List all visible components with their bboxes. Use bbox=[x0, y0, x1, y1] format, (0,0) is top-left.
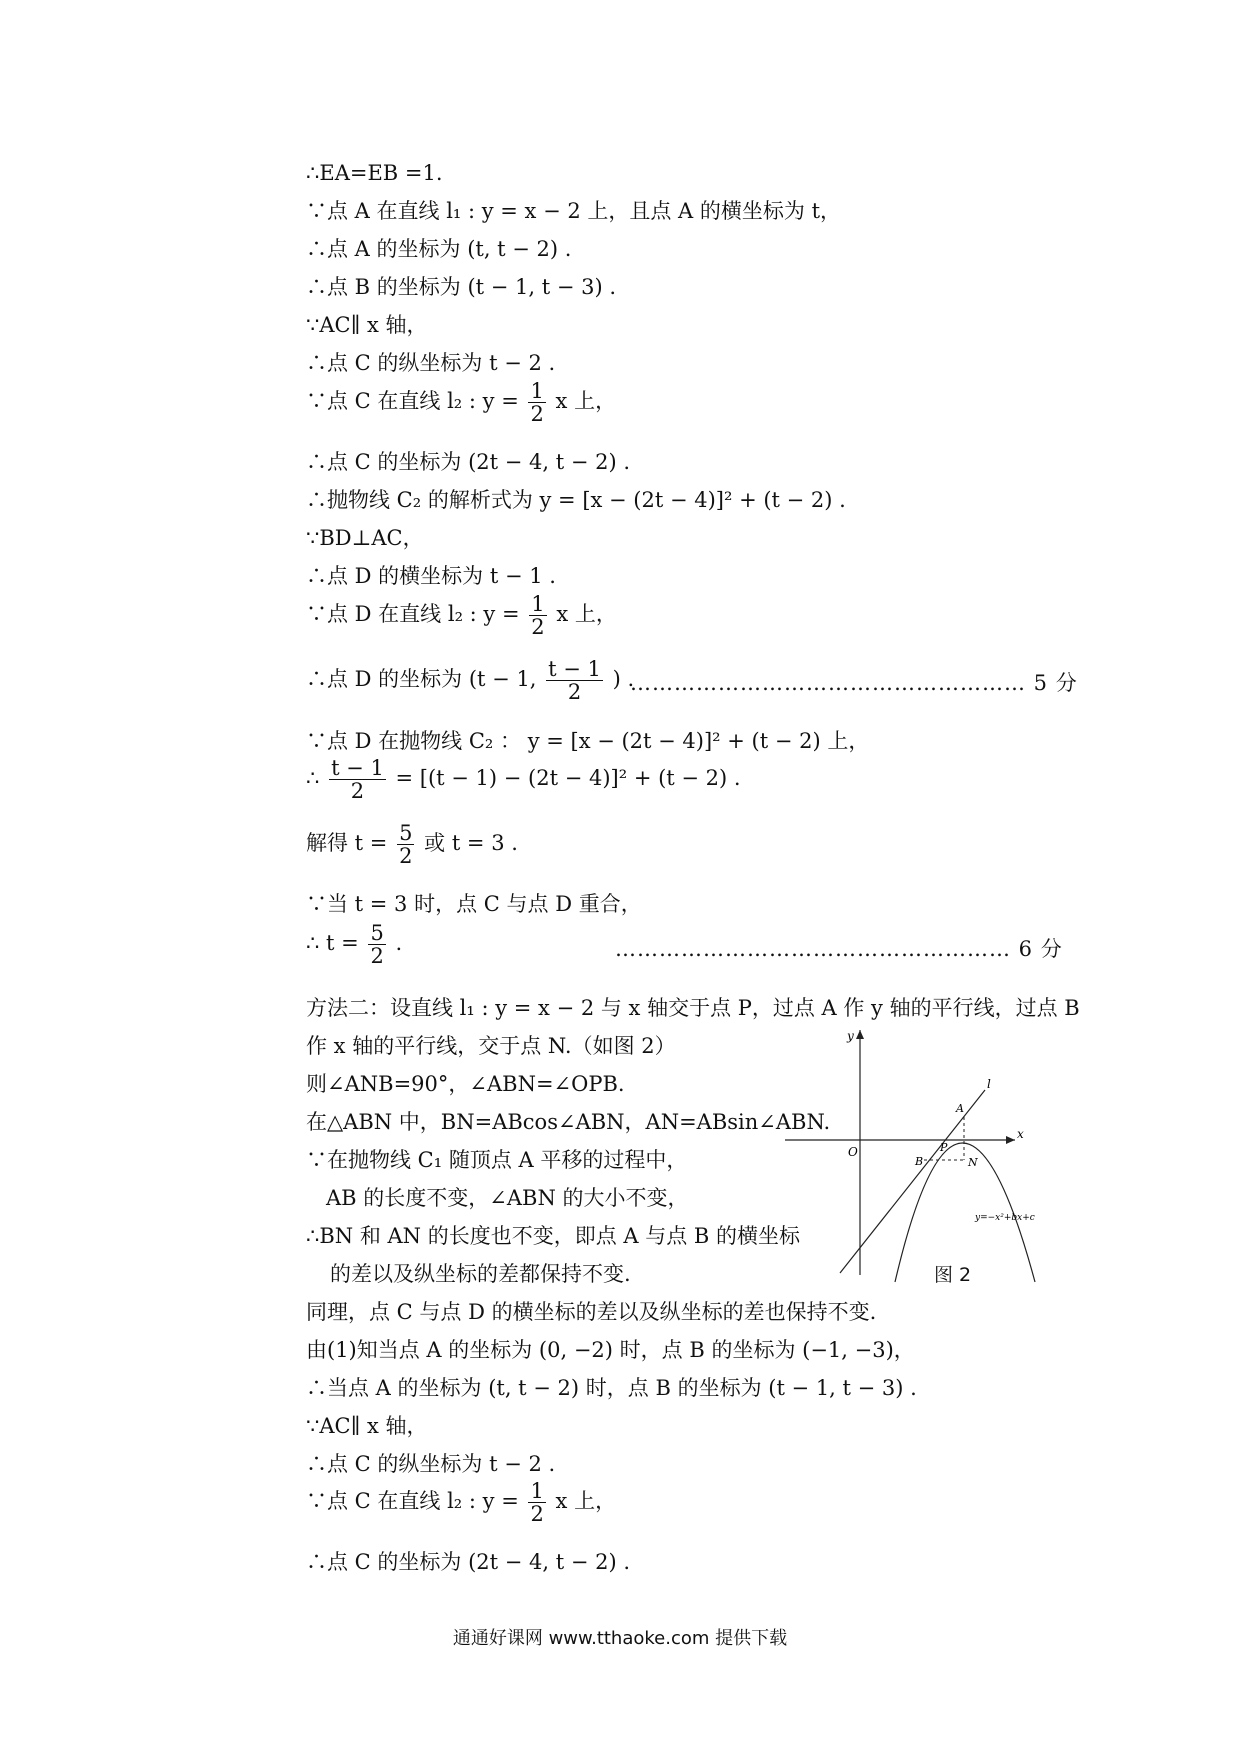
text-segment: ) . bbox=[612, 667, 635, 691]
text-line: 作 x 轴的平行线，交于点 N.（如图 2） bbox=[306, 1034, 676, 1058]
fraction-denominator: 2 bbox=[567, 680, 582, 704]
text-line: 则∠ANB=90°，∠ABN=∠OPB. bbox=[306, 1072, 625, 1096]
score-marker-5: ……………………………………………… 5 分 bbox=[630, 671, 1078, 695]
text-segment: ∵点 D 在直线 l₂ : y = bbox=[306, 602, 520, 626]
text-segment: 解得 t = bbox=[306, 831, 388, 855]
text-line: ∴点 C 的坐标为 (2t − 4, t − 2) . bbox=[306, 450, 631, 474]
text-segment: ∴点 D 的坐标为 (t − 1, bbox=[306, 667, 537, 691]
label-curve-equation: y=−x²+bx+c bbox=[975, 1213, 1035, 1223]
score-marker-6: ……………………………………………… 6 分 bbox=[615, 937, 1063, 961]
label-x: x bbox=[1017, 1127, 1024, 1141]
text-line: ∴点 C 的纵坐标为 t − 2 . bbox=[306, 351, 556, 375]
fraction-numerator: 5 bbox=[399, 821, 413, 845]
text-line: ∴BN 和 AN 的长度也不变，即点 A 与点 B 的横坐标 bbox=[306, 1224, 801, 1248]
text-line: ∵点 D 在抛物线 C₂ ： y = [x − (2t − 4)]² + (t − 2) 上， bbox=[306, 729, 870, 753]
text-segment: ∴ t = bbox=[306, 931, 359, 955]
fraction-one-half bbox=[528, 1480, 545, 1525]
line-l1 bbox=[840, 1090, 985, 1273]
label-l: l bbox=[987, 1077, 991, 1091]
fraction-five-half bbox=[368, 922, 385, 967]
text-line-with-fraction bbox=[306, 757, 741, 802]
figure-caption: 图 2 bbox=[934, 1264, 972, 1286]
fraction-t-minus-1-over-2 bbox=[546, 658, 603, 703]
text-line-with-fraction bbox=[306, 658, 634, 703]
text-line: ∴抛物线 C₂ 的解析式为 y = [x − (2t − 4)]² + (t − 2) . bbox=[306, 488, 846, 512]
text-segment: x 上， bbox=[555, 389, 617, 413]
fraction-denominator: 2 bbox=[531, 615, 545, 639]
fraction-denominator: 2 bbox=[399, 844, 413, 868]
fraction-one-half bbox=[529, 593, 546, 638]
text-line-with-fraction bbox=[306, 593, 617, 638]
footer-credit: 通通好课网 www.tthaoke.com 提供下载 bbox=[452, 1628, 788, 1649]
text-line: ∵BD⊥AC， bbox=[306, 526, 424, 550]
fraction-numerator: 1 bbox=[530, 379, 544, 403]
text-line-with-fraction bbox=[306, 380, 616, 425]
fraction-denominator: 2 bbox=[530, 402, 544, 426]
text-line: ∵点 A 在直线 l₁ : y = x − 2 上，且点 A 的横坐标为 t， bbox=[306, 199, 842, 223]
text-segment: = [(t − 1) − (2t − 4)]² + (t − 2) . bbox=[395, 766, 741, 790]
fraction-numerator: t − 1 bbox=[548, 657, 601, 681]
y-axis-arrow bbox=[856, 1030, 864, 1039]
fraction-numerator: 1 bbox=[531, 592, 545, 616]
text-segment: x 上， bbox=[555, 1489, 617, 1513]
fraction-numerator: t − 1 bbox=[331, 756, 384, 780]
text-segment: ∵点 C 在直线 l₂ : y = bbox=[306, 1489, 519, 1513]
fraction-denominator: 2 bbox=[530, 1502, 544, 1526]
text-line: ∴点 D 的横坐标为 t − 1 . bbox=[306, 564, 556, 588]
fraction-numerator: 5 bbox=[370, 921, 384, 945]
text-line: ∵在抛物线 C₁ 随顶点 A 平移的过程中， bbox=[306, 1148, 688, 1172]
x-axis-arrow bbox=[1006, 1136, 1015, 1144]
text-line-with-fraction bbox=[306, 822, 518, 867]
text-line: 方法二：设直线 l₁ : y = x − 2 与 x 轴交于点 P，过点 A 作 y 轴的平行线，过点 B bbox=[306, 996, 1080, 1020]
text-line: ∵当 t = 3 时，点 C 与点 D 重合， bbox=[306, 892, 642, 916]
figure-2-diagram bbox=[785, 1030, 1075, 1290]
label-n: N bbox=[968, 1156, 978, 1169]
text-line: ∵AC∥ x 轴， bbox=[306, 1414, 428, 1438]
text-segment: 或 t = 3 . bbox=[424, 831, 518, 855]
text-segment: x 上， bbox=[556, 602, 617, 626]
text-line-with-fraction bbox=[306, 922, 402, 967]
text-line: AB 的长度不变，∠ABN 的大小不变， bbox=[326, 1186, 689, 1210]
text-line: ∵AC∥ x 轴， bbox=[306, 313, 428, 337]
text-line: 在△ABN 中，BN=ABcos∠ABN，AN=ABsin∠ABN. bbox=[306, 1110, 831, 1134]
fraction-one-half bbox=[528, 380, 545, 425]
text-line: ∴点 C 的纵坐标为 t − 2 . bbox=[306, 1452, 556, 1476]
fraction-denominator: 2 bbox=[350, 779, 365, 803]
fraction-denominator: 2 bbox=[370, 944, 384, 968]
label-o: O bbox=[848, 1145, 858, 1159]
text-line: ∴点 B 的坐标为 (t − 1, t − 3) . bbox=[306, 275, 617, 299]
text-line: ∴点 A 的坐标为 (t, t − 2) . bbox=[306, 237, 572, 261]
text-segment: ∵点 C 在直线 l₂ : y = bbox=[306, 389, 519, 413]
text-line: ∴EA=EB =1. bbox=[306, 161, 443, 185]
fraction-five-half bbox=[397, 822, 414, 867]
fraction-numerator: 1 bbox=[530, 1479, 544, 1503]
label-a: A bbox=[956, 1102, 964, 1115]
text-line: 同理，点 C 与点 D 的横坐标的差以及纵坐标的差也保持不变. bbox=[306, 1300, 877, 1324]
text-line: ∴当点 A 的坐标为 (t, t − 2) 时，点 B 的坐标为 (t − 1, t − 3) . bbox=[306, 1376, 917, 1400]
label-b: B bbox=[915, 1155, 924, 1168]
text-line: 由(1)知当点 A 的坐标为 (0, −2) 时，点 B 的坐标为 (−1, −3)， bbox=[306, 1338, 915, 1362]
text-line: ∴点 C 的坐标为 (2t − 4, t − 2) . bbox=[306, 1550, 631, 1574]
text-line: 的差以及纵坐标的差都保持不变. bbox=[330, 1262, 631, 1286]
text-line-with-fraction bbox=[306, 1480, 616, 1525]
fraction-t-minus-1-over-2 bbox=[329, 757, 386, 802]
label-p: P bbox=[940, 1141, 948, 1154]
text-segment: ∴ bbox=[306, 766, 320, 790]
text-segment: . bbox=[395, 931, 403, 955]
label-y: y bbox=[847, 1030, 854, 1043]
